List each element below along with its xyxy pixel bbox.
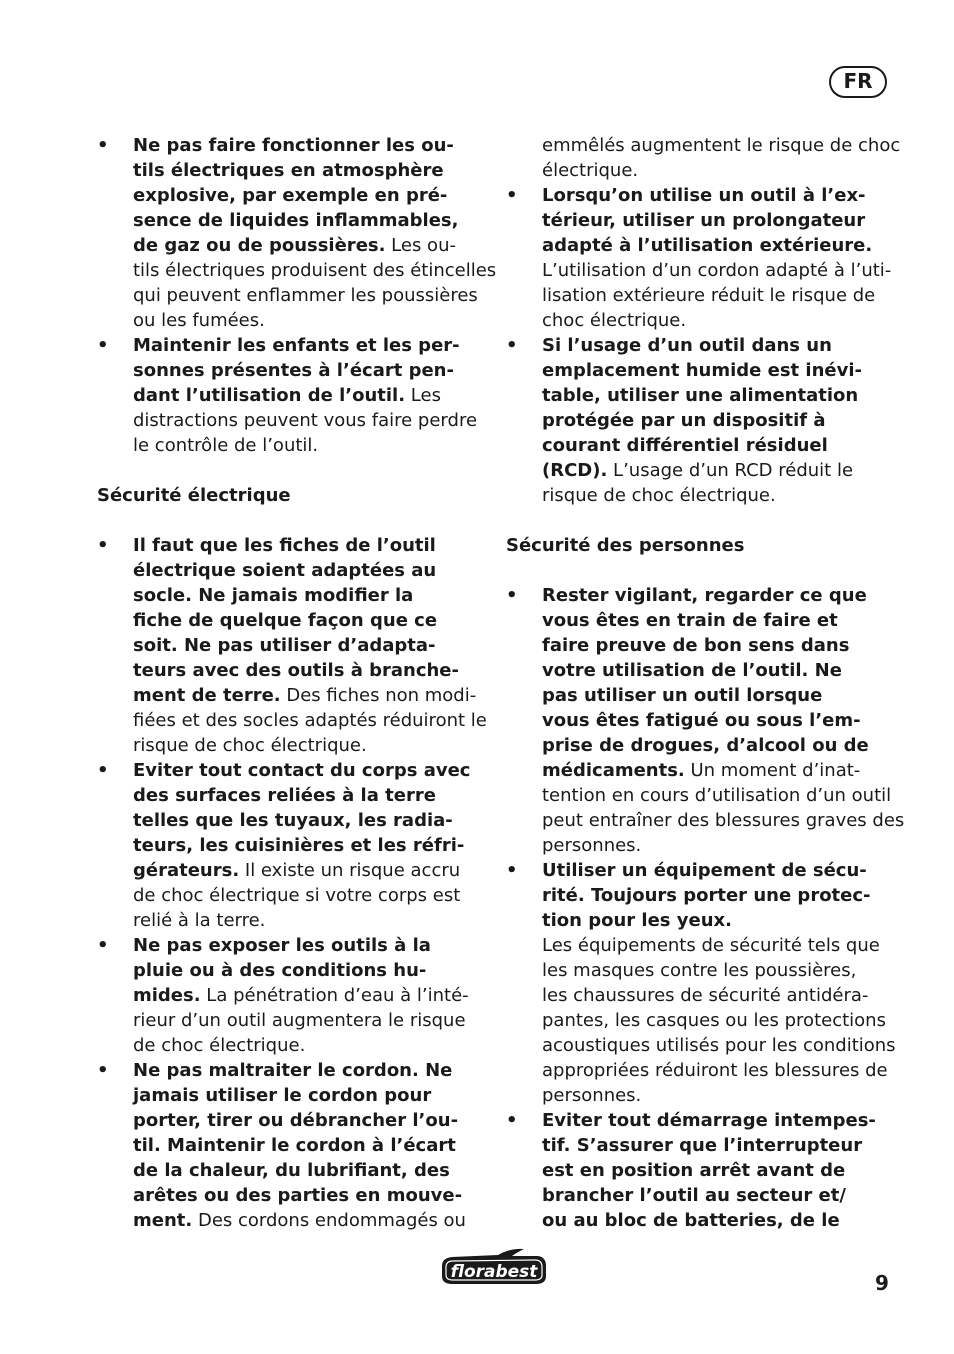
bold-text: ment de terre. — [133, 685, 281, 706]
bold-line: vous êtes fatigué ou sous l’em- — [542, 710, 861, 731]
bold-line: rité. Toujours porter une protec- — [542, 885, 871, 906]
bold-line: votre utilisation de l’outil. Ne — [542, 660, 842, 681]
bold-line: Ne pas maltraiter le cordon. Ne — [133, 1060, 453, 1081]
bold-text: ment. — [133, 1210, 193, 1231]
bold-text: mides. — [133, 985, 201, 1006]
body-line: choc électrique. — [542, 310, 687, 331]
bullet: • — [506, 1110, 518, 1131]
bold-line: vous êtes en train de faire et — [542, 610, 838, 631]
body-line: électrique. — [542, 160, 639, 181]
list-item — [506, 1108, 891, 1233]
list-item — [97, 133, 497, 333]
bold-line: explosive, par exemple en pré- — [133, 185, 448, 206]
bold-line: électrique soient adaptées au — [133, 560, 437, 581]
bold-line: adapté à l’utilisation extérieure. — [542, 235, 873, 256]
bullet: • — [506, 860, 518, 881]
florabest-logo-mark — [438, 1246, 550, 1288]
bold-line: socle. Ne jamais modifier la — [133, 585, 414, 606]
body-line: risque de choc électrique. — [542, 485, 776, 506]
bold-line: sonnes présentes à l’écart pen- — [133, 360, 454, 381]
bold-line: térieur, utiliser un prolongateur — [542, 210, 866, 231]
body-text: L’usage d’un RCD réduit le — [607, 460, 854, 481]
body-line: pantes, les casques ou les protections — [542, 1010, 886, 1031]
body-line: le contrôle de l’outil. — [133, 435, 319, 456]
mixed-line — [133, 233, 482, 258]
bullet: • — [97, 760, 109, 781]
bold-line: tion pour les yeux. — [542, 910, 732, 931]
section-heading: Sécurité électrique — [97, 485, 291, 506]
bold-line: jamais utiliser le cordon pour — [133, 1085, 432, 1106]
bullet: • — [97, 1060, 109, 1081]
body-line: de choc électrique. — [133, 1035, 306, 1056]
body-line: rieur d’un outil augmentera le risque — [133, 1010, 466, 1031]
list-item — [97, 933, 482, 1058]
body-text: Les — [405, 385, 441, 406]
body-line: de choc électrique si votre corps est — [133, 885, 461, 906]
body-line: personnes. — [542, 835, 642, 856]
bold-line: Eviter tout démarrage intempes- — [542, 1110, 876, 1131]
bold-line: Ne pas exposer les outils à la — [133, 935, 431, 956]
bold-line: pas utiliser un outil lorsque — [542, 685, 823, 706]
body-line: personnes. — [542, 1085, 642, 1106]
bold-line: Rester vigilant, regarder ce que — [542, 585, 867, 606]
body-line: les masques contre les poussières, — [542, 960, 857, 981]
body-line: peut entraîner des blessures graves des — [542, 810, 905, 831]
mixed-line — [133, 683, 482, 708]
bold-line: de la chaleur, du lubrifiant, des — [133, 1160, 450, 1181]
body-line: qui peuvent enflammer les poussières — [133, 285, 478, 306]
bold-line: Utiliser un équipement de sécu- — [542, 860, 867, 881]
continued-text — [506, 133, 901, 183]
list-item — [506, 583, 905, 858]
bold-line: porter, tirer ou débrancher l’ou- — [133, 1110, 459, 1131]
body-line: Les équipements de sécurité tels que — [542, 935, 880, 956]
logo-text: florabest — [450, 1262, 538, 1282]
bullet: • — [506, 185, 518, 206]
bold-text: (RCD). — [542, 460, 608, 481]
bold-line: tif. S’assurer que l’interrupteur — [542, 1135, 863, 1156]
section-heading: Sécurité des personnes — [506, 535, 745, 556]
bullet: • — [97, 135, 109, 156]
list-item — [97, 1058, 482, 1233]
bold-line: fiche de quelque façon que ce — [133, 610, 438, 631]
bold-text: dant l’utilisation de l’outil. — [133, 385, 406, 406]
list-item — [97, 758, 482, 933]
body-line: risque de choc électrique. — [133, 735, 367, 756]
body-line: distractions peuvent vous faire perdre — [133, 410, 478, 431]
spacer — [506, 558, 891, 583]
bullet: • — [97, 935, 109, 956]
bold-line: Il faut que les fiches de l’outil — [133, 535, 436, 556]
bold-line: est en position arrêt avant de — [542, 1160, 846, 1181]
bullet: • — [97, 335, 109, 356]
body-line: les chaussures de sécurité antidéra- — [542, 985, 869, 1006]
bullet: • — [506, 335, 518, 356]
mixed-line — [133, 983, 482, 1008]
body-line: tention en cours d’utilisation d’un outil — [542, 785, 892, 806]
bold-line: sence de liquides inflammables, — [133, 210, 459, 231]
body-text: Un moment d’inat- — [684, 760, 861, 781]
bold-line: courant différentiel résiduel — [542, 435, 828, 456]
bullet: • — [506, 585, 518, 606]
bold-line: Maintenir les enfants et les per- — [133, 335, 460, 356]
body-line: ou les fumées. — [133, 310, 265, 331]
body-line: appropriées réduiront les blessures de — [542, 1060, 888, 1081]
bold-line: Eviter tout contact du corps avec — [133, 760, 471, 781]
bold-line: telles que les tuyaux, les radia- — [133, 810, 453, 831]
mixed-line — [133, 383, 482, 408]
body-line: acoustiques utilisés pour les conditions — [542, 1035, 896, 1056]
list-item — [97, 533, 487, 758]
body-line: L’utilisation d’un cordon adapté à l’uti- — [542, 260, 892, 281]
bold-line: til. Maintenir le cordon à l’écart — [133, 1135, 456, 1156]
bold-line: faire preuve de bon sens dans — [542, 635, 850, 656]
bold-line: des surfaces reliées à la terre — [133, 785, 436, 806]
body-line: tils électriques produisent des étincelles — [133, 260, 497, 281]
bold-line: protégée par un dispositif à — [542, 410, 826, 431]
mixed-line — [542, 758, 891, 783]
body-text: Il existe un risque accru — [239, 860, 461, 881]
bold-line: brancher l’outil au secteur et/ — [542, 1185, 846, 1206]
language-badge: FR — [829, 66, 887, 98]
bold-line: soit. Ne pas utiliser d’adapta- — [133, 635, 436, 656]
mixed-line — [133, 1208, 482, 1233]
list-item — [506, 333, 891, 508]
bold-line: ou au bloc de batteries, de le — [542, 1210, 840, 1231]
body-line: emmêlés augmentent le risque de choc — [542, 135, 901, 156]
bold-line: teurs, les cuisinières et les réfri- — [133, 835, 465, 856]
bold-text: médicaments. — [542, 760, 685, 781]
bold-text: gérateurs. — [133, 860, 240, 881]
mixed-line — [542, 458, 891, 483]
spacer — [97, 458, 482, 483]
bold-line: Lorsqu’on utilise un outil à l’ex- — [542, 185, 866, 206]
bold-line: table, utiliser une alimentation — [542, 385, 859, 406]
bold-line: tils électriques en atmosphère — [133, 160, 444, 181]
right-column — [506, 133, 905, 1233]
list-item — [506, 183, 891, 333]
bold-line: teurs avec des outils à branche- — [133, 660, 459, 681]
bold-line: prise de drogues, d’alcool ou de — [542, 735, 869, 756]
body-line: fiées et des socles adaptés réduiront le — [133, 710, 487, 731]
bold-text: de gaz ou de poussières. — [133, 235, 386, 256]
spacer — [506, 508, 891, 533]
body-text: Les ou- — [385, 235, 456, 256]
florabest-logo — [438, 1246, 550, 1288]
spacer — [97, 508, 482, 533]
bold-line: pluie ou à des conditions hu- — [133, 960, 427, 981]
body-text: Des fiches non modi- — [280, 685, 477, 706]
page-number: 9 — [875, 1271, 889, 1295]
mixed-line — [133, 858, 482, 883]
bullet: • — [97, 535, 109, 556]
body-line: relié à la terre. — [133, 910, 266, 931]
bold-line: arêtes ou des parties en mouve- — [133, 1185, 463, 1206]
left-column — [97, 133, 497, 1233]
body-line: lisation extérieure réduit le risque de — [542, 285, 876, 306]
list-item — [97, 333, 482, 458]
bold-line: emplacement humide est inévi- — [542, 360, 862, 381]
body-text: La pénétration d’eau à l’inté- — [200, 985, 469, 1006]
list-item — [506, 858, 896, 1108]
bold-line: Ne pas faire fonctionner les ou- — [133, 135, 454, 156]
bold-line: Si l’usage d’un outil dans un — [542, 335, 832, 356]
body-text: Des cordons endommagés ou — [192, 1210, 466, 1231]
